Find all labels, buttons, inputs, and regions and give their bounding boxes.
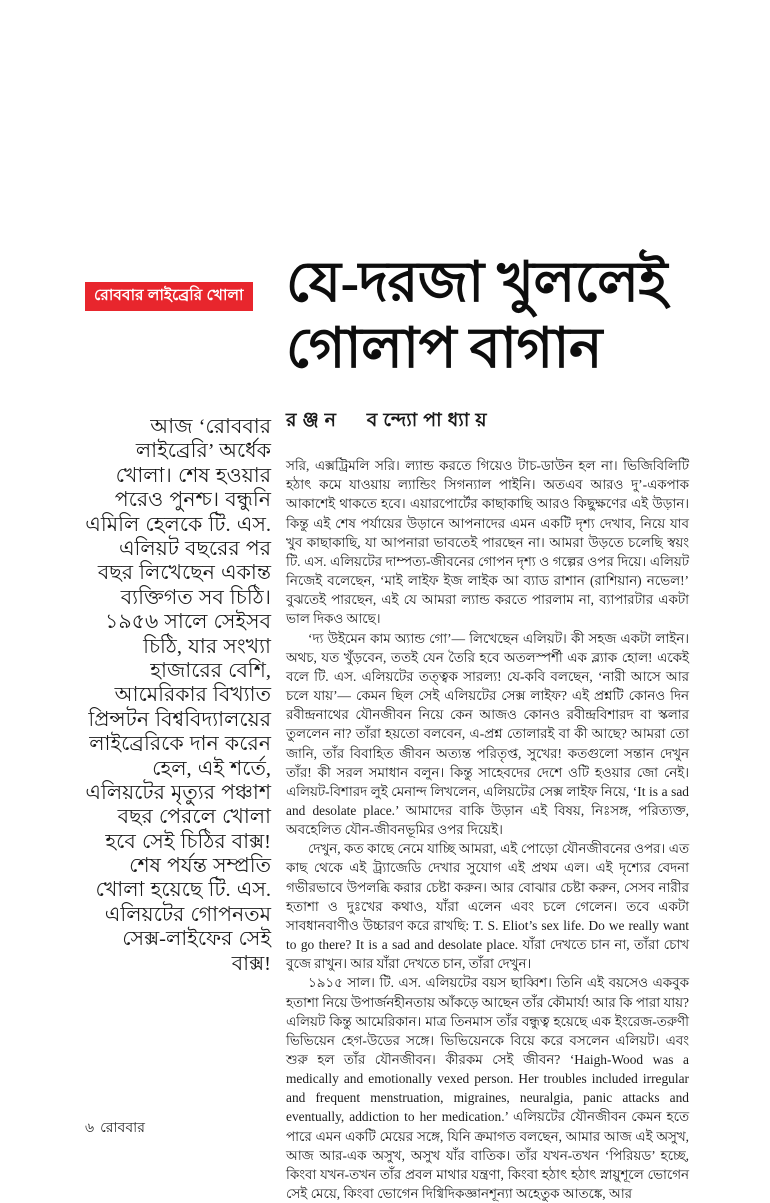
left-column	[85, 250, 271, 1203]
page-content	[85, 250, 689, 1203]
byline-author: রঞ্জন বন্দ্যোপাধ্যায়	[286, 410, 493, 432]
headline-line-1: যে-দরজা খুললেই	[286, 252, 668, 314]
section-tag: রোববার লাইব্রেরি খোলা	[85, 282, 253, 311]
page-footer	[85, 1116, 145, 1140]
body-paragraph: সরি, এক্সট্রিমলি সরি। ল্যান্ড করতে গিয়েও টাচ-ডাউন হল না। ভিজিবিলিটি হঠাৎ কমে যাওয়ায় ল্যান্ডিং সিগন্যাল পাইনি। অতএব আরও দু’-একপাক আকাশেই থাকতে হবে। এয়ারপোর্টের কাছাকাছি আরও কিছুক্ষণের এই উড়ান। কিন্তু এই শেষ পর্যায়ের উড়ানে আপনাদের এমন একটি দৃশ্য দেখাব, নিয়ে যাব খুব কাছাকাছি, যা আপনারা ভাবতেই পারছেন না। আমরা উড়তে চলেছি স্বয়ং টি. এস. এলিয়টের দাম্পত্য-জীবনের গোপন দৃশ্য ও গল্পের ওপর দিয়ে। এলিয়ট নিজেই বলেছেন, ‘মাই লাইফ ইজ লাইক আ ব্যাড রাশান (রাশিয়ান) নভেল!’ বুঝতেই পারছেন, এই যে আমরা ল্যান্ড করতে পারলাম না, ব্যাপারটার একটা ভাল দিকও আছে।	[286, 458, 689, 627]
headline-line-2: গোলাপ বাগান	[286, 318, 602, 381]
main-column	[286, 250, 689, 1203]
body-paragraph: দেখুন, কত কাছে নেমে যাচ্ছি আমরা, এই পোড়ো যৌনজীবনের ওপর। এত কাছ থেকে এই ট্র্যাজেডি দেখার সুযোগ এই প্রথম এল। এই দৃশ্যের বেদনা গভীরভাবে উপলব্ধি করার চেষ্টা করুন। আর বোঝার চেষ্টা করুন, সেসব নারীর হতাশা ও দুঃখের কথাও, যাঁরা এলেন এবং চলে গেলেন। তবে একটা সাবধানবাণীও উচ্চারণ করে রাখছি: T. S. Eliot’s sex life. Do we really want to go there? It is a sad and desolate place. যাঁরা দেখতে চান না, তাঁরা চোখ বুজে রাখুন। আর যাঁরা দেখতে চান, তাঁরা দেখুন।	[286, 841, 689, 972]
body-paragraph: ‘দ্য উইমেন কাম অ্যান্ড গো’— লিখেছেন এলিয়ট। কী সহজ একটা লাইন। অথচ, যত খুঁড়বেন, ততই যেন তৈরি হবে অতলস্পর্শী এক ব্ল্যাক হোল! একেই বলে টি. এস. এলিয়টের তত্ত্বক সারল্য! যে-কবি বলছেন, ‘নারী আসে আর চলে যায়’— কেমন ছিল সেই এলিয়টের সেক্স লাইফ? এই প্রশ্নটি কোনও দিন রবীন্দ্রনাথের যৌনজীবন নিয়ে কেন আজও কোনও রবীন্দ্রবিশারদ বা স্কলার তুললেন না? তাঁরা হয়তো বলবেন, এ-প্রশ্ন তোলারই বা কী আছে? আমরা তো জানি, তাঁর বিবাহিত জীবন অত্যন্ত পরিতৃপ্ত, সুখের! কতগুলো সন্তান দেখুন তাঁর! কী সরল সমাধান বলুন। কিন্তু সাহেবদের দেশে ওটি হওয়ার জো নেই। এলিয়ট-বিশারদ লুই মেনান্দ লিখলেন, এলিয়টের সেক্স লাইফ নিয়ে, ‘It is a sad and desolate place.’ আমাদের বাকি উড়ান এই বিষয়, নিঃসঙ্গ, পরিত্যক্ত, অবহেলিত যৌন-জীবনভূমির ওপর দিয়েই।	[286, 630, 689, 838]
article-body	[286, 456, 689, 1203]
headline	[286, 250, 689, 382]
magazine-title: রোববার	[100, 1121, 145, 1136]
page-number: ৬	[85, 1121, 95, 1136]
body-paragraph: ১৯১৫ সাল। টি. এস. এলিয়টের বয়স ছাব্বিশ। তিনি এই বয়সেও একবুক হতাশা নিয়ে উপার্জনহীনতায় আঁকড়ে আছেন তাঁর কৌমার্য! আর কি পারা যায়? এলিয়ট কিন্তু আমেরিকান। মাত্র তিনমাস তাঁর বন্ধুত্ব হয়েছে এক ইংরেজ-তরুণী ভিভিয়েন হেগ-উডের সঙ্গে। ভিভিয়েনকে বিয়ে করে বসলেন এলিয়ট। এবং শুরু হল তাঁর যৌনজীবন। কীরকম সেই জীবন? ‘Haigh-Wood was a medically and emotionally vexed person. Her troubles included irregular and frequent menstruation, migraines, neuralgia, panic attacks and eventually, addiction to her medication.’ এলিয়টের যৌনজীবন কেমন হতে পারে এমন একটি মেয়ের সঙ্গে, যিনি ক্রমাগত বলছেন, আমার আজ এই অসুখ, আজ আর-এক অসুখ, অসুখ যাঁর বাতিক। তাঁর যখন-তখন ‘পিরিয়ড’ হচ্ছে, কিংবা যখন-তখন তাঁর প্রবল মাথার যন্ত্রণা, কিংবা হঠাৎ হঠাৎ স্নায়ুশূলে ভোগেন সেই মেয়ে, কিংবা ভোগেন দিগ্বিদিকজ্ঞানশূন্যা অহেতুক আতঙ্কে, আর	[286, 975, 689, 1202]
standfirst: আজ ‘রোববার লাইব্রেরি’ অর্ধেক খোলা। শেষ হওয়ার পরেও পুনশ্চ। বন্ধুনি এমিলি হেলকে টি. এস. এলিয়ট বছরের পর বছর লিখেছেন একান্ত ব্যক্তিগত সব চিঠি। ১৯৫৬ সালে সেইসব চিঠি, যার সংখ্যা হাজারের বেশি, আমেরিকার বিখ্যাত প্রিন্সটন বিশ্ববিদ্যালয়ের লাইব্রেরিকে দান করেন হেল, এই শর্তে, এলিয়টের মৃত্যুর পঞ্চাশ বছর পেরলে খোলা হবে সেই চিঠির বাক্স! শেষ পর্যন্ত সম্প্রতি খোলা হয়েছে টি. এস. এলিয়টের গোপনতম সেক্স-লাইফের সেই বাক্স!	[85, 416, 271, 975]
